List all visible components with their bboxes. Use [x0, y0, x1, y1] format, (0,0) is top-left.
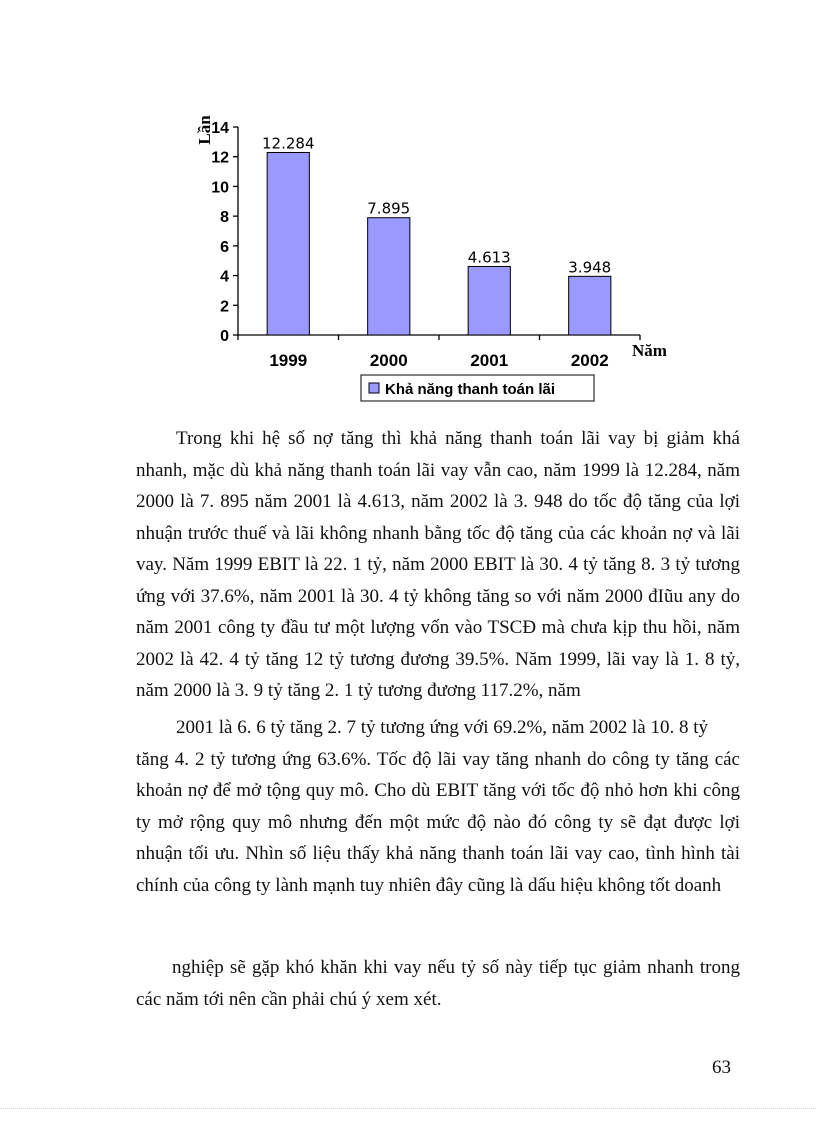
y-tick-label: 12 [211, 149, 229, 167]
bottom-rule [0, 1108, 816, 1109]
y-axis-title: Lần [195, 115, 214, 145]
x-category-label: 2000 [369, 351, 408, 370]
y-tick-label: 10 [211, 179, 229, 197]
y-tick-label: 2 [220, 298, 229, 316]
y-tick-label: 4 [220, 268, 229, 286]
paragraph-2-rest: tăng 4. 2 tỷ tương ứng 63.6%. Tốc độ lãi vay tăng nhanh do công ty tăng các khoản nợ để mở tộng quy mô. Cho dù EBIT tăng với tốc độ nhỏ hơn khi công ty mở rộng quy mô nhưng đến một mức độ nào đó công ty sẽ đạt được lợi nhuận tối ưu. Nhìn số liệu thấy khả năng thanh toán lãi vay cao, tình hình tài chính của công ty lành mạnh tuy nhiên đây cũng là dấu hiệu không tốt doanh [136, 748, 740, 896]
legend-swatch [369, 383, 379, 393]
bar-value-label: 3.948 [568, 258, 612, 277]
paragraph-1: Trong khi hệ số nợ tăng thì khả năng thanh toán lãi vay bị giảm khá nhanh, mặc dù khả năng thanh toán lãi vay vẫn cao, năm 1999 là 12.284, năm 2000 là 7. 895 năm 2001 là 4.613, năm 2002 là 3. 948 do tốc độ tăng của lợi nhuận trước thuế và lãi không nhanh bằng tốc độ tăng của các khoản nợ và lãi vay. Năm 1999 EBIT là 22. 1 tỷ, năm 2000 EBIT là 30. 4 tỷ tăng 8. 3 tỷ tương ứng với 37.6%, năm 2001 là 30. 4 tỷ không tăng so với năm 2000 đIũu any do năm 2001 công ty đầu tư một lượng vốn vào TSCĐ mà chưa kịp thu hồi, năm 2002 là 42. 4 tỷ tăng 12 tỷ tương đương 39.5%. Năm 1999, lãi vay là 1. 8 tỷ, năm 2000 là 3. 9 tỷ tăng 2. 1 tỷ tương đương 117.2%, năm [136, 428, 740, 701]
paragraph-2-first-line: 2001 là 6. 6 tỷ tăng 2. 7 tỷ tương ứng với 69.2%, năm 2002 là 10. 8 tỷ [176, 717, 709, 738]
bar-2001 [468, 266, 510, 335]
x-axis-title: Năm [632, 341, 667, 360]
y-tick-label: 0 [220, 328, 229, 345]
legend-label: Khả năng thanh toán lãi [385, 381, 556, 398]
bar-value-label: 12.284 [262, 134, 315, 153]
bar-2002 [569, 276, 611, 335]
y-tick-label: 14 [211, 120, 229, 137]
bar-value-label: 4.613 [467, 248, 511, 267]
interest-coverage-chart [180, 100, 680, 410]
y-tick-label: 6 [220, 238, 229, 256]
bar-2000 [368, 218, 410, 335]
x-category-label: 2002 [570, 351, 609, 370]
paragraph-3: nghiệp sẽ gặp khó khăn khi vay nếu tỷ số này tiếp tục giảm nhanh trong các năm tới nên cần phải chú ý xem xét. [136, 957, 740, 1010]
x-category-label: 2001 [470, 351, 509, 370]
paragraph-2 [136, 712, 740, 901]
bar-value-label: 7.895 [367, 199, 411, 218]
legend [361, 375, 594, 401]
bar-1999 [267, 152, 309, 335]
x-category-label: 1999 [269, 351, 308, 370]
y-tick-label: 8 [220, 209, 229, 227]
page-number: 63 [712, 1057, 731, 1078]
